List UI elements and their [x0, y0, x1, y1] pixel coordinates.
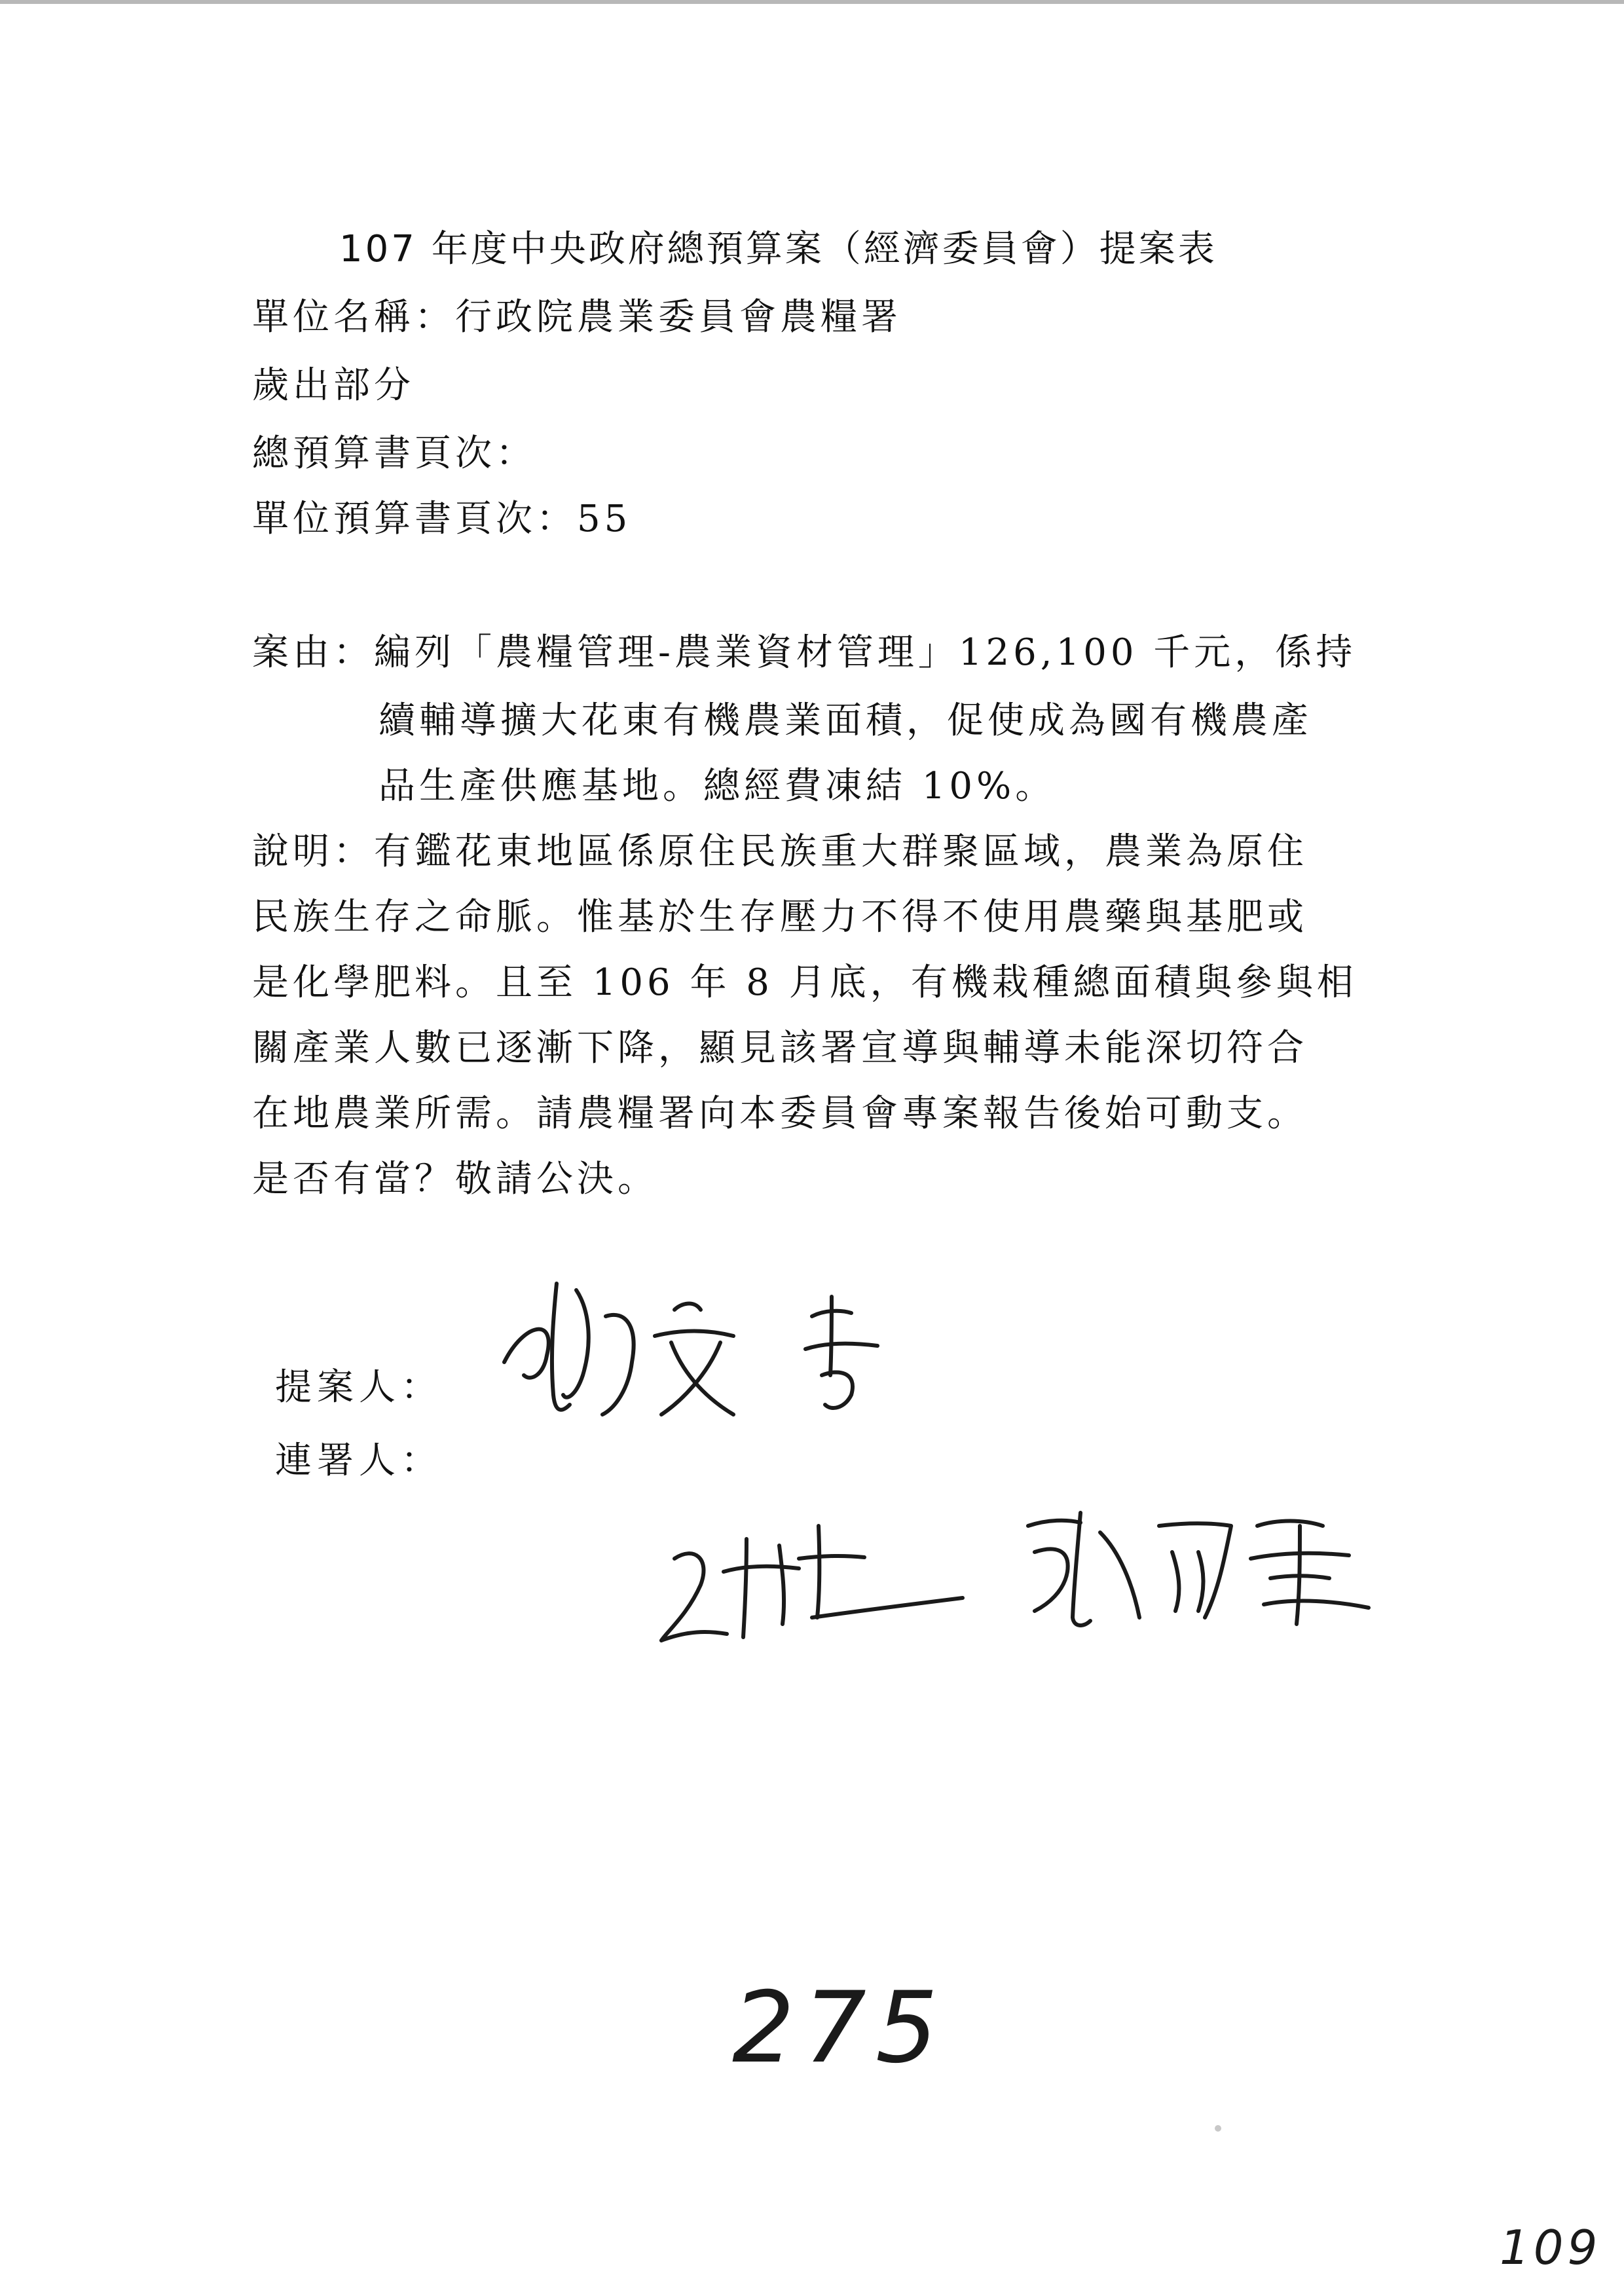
section-label: 歲出部分 [252, 364, 415, 407]
explanation-line: 關產業人數已逐漸下降，顯見該署宣導與輔導未能深切符合 [252, 1027, 1308, 1069]
explanation-line: 民族生存之命脈。惟基於生存壓力不得不使用農藥與基肥或 [252, 896, 1308, 938]
explanation-line: 是化學肥料。且至 106 年 8 月底，有機栽種總面積與參與相 [252, 961, 1357, 1004]
total-budget-page: 總預算書頁次： [252, 432, 536, 475]
proposer-label: 提案人： [275, 1366, 443, 1409]
cosigner-signature-1 [648, 1500, 989, 1650]
unit-budget-page: 單位預算書頁次：55 [252, 498, 632, 540]
scan-edge [0, 0, 1624, 4]
scan-speck [1215, 2125, 1221, 2132]
case-line: 續輔導擴大花東有機農業面積，促使成為國有機農產 [378, 699, 1312, 742]
case-line: 品生產供應基地。總經費凍結 10%。 [378, 765, 1056, 807]
document-title: 107 年度中央政府總預算案（經濟委員會）提案表 [339, 228, 1217, 270]
cosigner-label: 連署人： [275, 1439, 443, 1482]
explanation-line: 在地農業所需。請農糧署向本委員會專案報告後始可動支。 [252, 1092, 1308, 1135]
proposer-signature [485, 1264, 943, 1434]
handwritten-page-number: 109 [1500, 2220, 1602, 2275]
cosigner-signature-2 [1008, 1487, 1388, 1644]
handwritten-number: 275 [732, 1971, 948, 2085]
explanation-line: 是否有當？敬請公決。 [252, 1158, 658, 1200]
unit-name: 單位名稱：行政院農業委員會農糧署 [252, 296, 902, 339]
case-line: 案由：編列「農糧管理-農業資材管理」126,100 千元，係持 [252, 631, 1357, 674]
explanation-line: 說明：有鑑花東地區係原住民族重大群聚區域，農業為原住 [252, 830, 1308, 873]
